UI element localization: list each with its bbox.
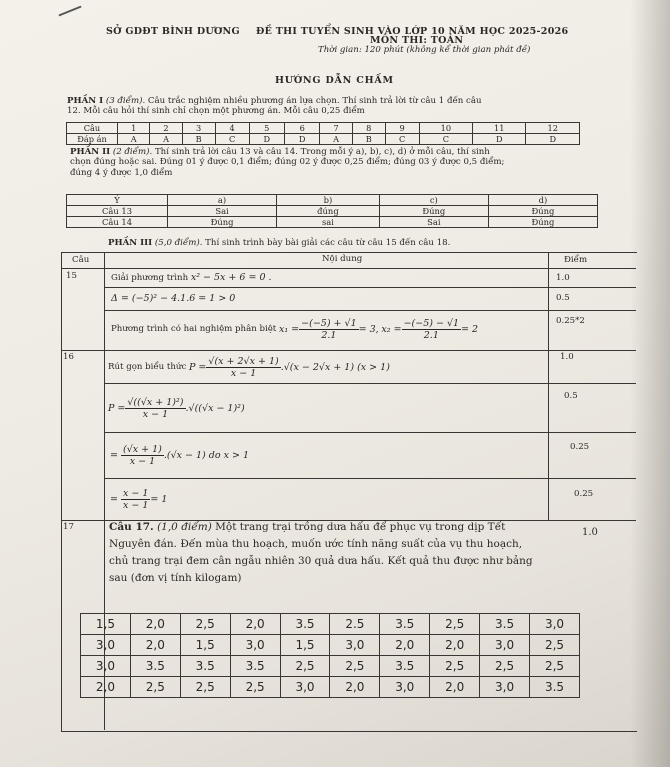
q16-step1-tail: .√((√x − 1)²) bbox=[185, 402, 245, 414]
col-a: a) bbox=[168, 195, 277, 206]
q15-delta-score: 0.5 bbox=[556, 293, 570, 303]
a-cell: D bbox=[285, 134, 320, 145]
row-divider bbox=[104, 432, 636, 433]
weight-cell: 3.5 bbox=[380, 614, 430, 635]
q15-number: 15 bbox=[66, 271, 77, 281]
col-b: b) bbox=[277, 195, 380, 206]
a-cell: B bbox=[352, 134, 385, 145]
weight-cell: 2,0 bbox=[130, 614, 180, 635]
weight-cell: 2,5 bbox=[480, 656, 530, 677]
weight-cell: 2,0 bbox=[81, 677, 131, 698]
cell: Đúng bbox=[379, 206, 488, 217]
x2-lhs: x₂ = bbox=[381, 323, 402, 335]
q-cell: 5 bbox=[249, 123, 284, 134]
row-divider bbox=[104, 478, 636, 479]
q-cell: 4 bbox=[215, 123, 249, 134]
table-row bbox=[67, 123, 580, 134]
a-cell: B bbox=[182, 134, 215, 145]
row-divider bbox=[104, 287, 636, 288]
weight-cell: 2.5 bbox=[330, 614, 380, 635]
weight-cell: 2,5 bbox=[330, 656, 380, 677]
weight-cell: 2,5 bbox=[530, 656, 580, 677]
cell: sai bbox=[277, 217, 380, 228]
weight-cell: 3.5 bbox=[380, 656, 430, 677]
part2-line1 bbox=[70, 147, 490, 157]
q16-step3-tail: = 1 bbox=[150, 493, 168, 505]
weights-table bbox=[80, 613, 580, 698]
a-cell: D bbox=[249, 134, 284, 145]
q-cell: 7 bbox=[320, 123, 352, 134]
weight-cell: 2,5 bbox=[130, 677, 180, 698]
guide-title: HƯỚNG DẪN CHẤM bbox=[275, 75, 394, 86]
x1-rhs: = 3, bbox=[358, 323, 379, 335]
x2-fraction bbox=[402, 318, 461, 341]
part2-points: (2 điểm). bbox=[112, 147, 153, 157]
part2-text2: chọn đúng hoặc sai. Đúng 01 ý được 0,1 điểm; đúng 02 ý được 0,25 điểm; đúng 03 ý được 0,5 điểm; bbox=[70, 157, 505, 167]
q16-step2-fraction bbox=[121, 444, 164, 467]
q16-score: 1.0 bbox=[560, 352, 574, 362]
part3-points: (5,0 điểm). bbox=[154, 238, 203, 248]
q16-step2-tail: .(√x − 1) do x > 1 bbox=[163, 449, 249, 461]
exam-title: ĐỀ THI TUYỂN SINH VÀO LỚP 10 NĂM HỌC 2025-2026 bbox=[256, 26, 569, 37]
x1-numerator: −(−5) + √1 bbox=[301, 317, 357, 329]
col-d: d) bbox=[488, 195, 597, 206]
q16-numerator: √(x + 2√x + 1) bbox=[208, 355, 279, 367]
a-cell: A bbox=[150, 134, 182, 145]
table-row bbox=[67, 217, 598, 228]
a-cell: D bbox=[526, 134, 580, 145]
q16-fraction bbox=[206, 356, 280, 379]
q15-roots-score: 0.25*2 bbox=[556, 316, 585, 326]
weight-cell: 3.5 bbox=[280, 614, 330, 635]
cell: Đúng bbox=[488, 206, 597, 217]
q-cell: 8 bbox=[352, 123, 385, 134]
q-cell: 12 bbox=[526, 123, 580, 134]
a-cell: C bbox=[215, 134, 249, 145]
row-divider bbox=[104, 383, 636, 384]
part2-text1: Thí sinh trả lời câu 13 và câu 14. Trong mỗi ý a), b), c), d) ở mỗi câu, thí sinh bbox=[154, 147, 490, 157]
q16-step3-fraction bbox=[121, 488, 150, 511]
weight-cell: 3,0 bbox=[330, 635, 380, 656]
q16-number: 16 bbox=[63, 352, 74, 362]
weight-cell: 2,5 bbox=[230, 677, 280, 698]
cell: đúng bbox=[277, 206, 380, 217]
department-name: SỞ GDĐT BÌNH DƯƠNG bbox=[106, 26, 240, 37]
q17-text4: sau (đơn vị tính kilogam) bbox=[109, 572, 242, 584]
q16-step1-numerator: √((√x + 1)²) bbox=[127, 396, 184, 408]
weight-cell: 1,5 bbox=[280, 635, 330, 656]
weight-cell: 3,0 bbox=[230, 635, 280, 656]
a-cell: A bbox=[320, 134, 352, 145]
q15-delta: Δ = (−5)² − 4.1.6 = 1 > 0 bbox=[111, 293, 236, 304]
table-row bbox=[81, 656, 580, 677]
weight-cell: 2,0 bbox=[330, 677, 380, 698]
row-q-label: Câu bbox=[67, 123, 118, 134]
part3-heading: PHẦN III bbox=[108, 238, 153, 248]
table-row bbox=[81, 677, 580, 698]
q15-score: 1.0 bbox=[556, 273, 570, 283]
q-cell: 1 bbox=[118, 123, 150, 134]
part1-text2: 12. Mỗi câu hỏi thí sinh chỉ chọn một phương án. Mỗi câu 0,25 điểm bbox=[67, 106, 365, 116]
q17-text2: Nguyên đán. Đến mùa thu hoạch, muốn ước tính năng suất của vụ thu hoạch, bbox=[109, 538, 523, 550]
q16-step2-denominator: x − 1 bbox=[129, 455, 156, 467]
q17-text1: Một trang trại trồng dưa hấu để phục vụ trong dịp Tết bbox=[215, 521, 506, 533]
q-cell: 11 bbox=[473, 123, 526, 134]
q16-step1-denominator: x − 1 bbox=[142, 408, 169, 420]
weight-cell: 3,0 bbox=[81, 656, 131, 677]
q16-step1-score: 0.5 bbox=[564, 391, 578, 401]
col-y: Ý bbox=[67, 195, 168, 206]
q16-denominator: x − 1 bbox=[230, 367, 257, 379]
q-cell: 6 bbox=[285, 123, 320, 134]
x2-rhs: = 2 bbox=[461, 323, 479, 335]
weight-cell: 2,5 bbox=[430, 656, 480, 677]
part2-answer-table bbox=[66, 194, 598, 228]
cell: Sai bbox=[379, 217, 488, 228]
pen-mark bbox=[58, 6, 81, 17]
table-row bbox=[67, 195, 598, 206]
weight-cell: 2,0 bbox=[230, 614, 280, 635]
q15-equation: x² − 5x + 6 = 0 . bbox=[190, 272, 272, 283]
q16-text: Rút gọn biểu thức bbox=[108, 362, 187, 372]
q16-statement bbox=[108, 352, 390, 382]
weight-cell: 2,0 bbox=[130, 635, 180, 656]
q16-tail: .√(x − 2√x + 1) (x > 1) bbox=[280, 361, 390, 373]
col-c: c) bbox=[379, 195, 488, 206]
q17-text3: chủ trang trại đem cân ngẫu nhiên 30 quả dưa hấu. Kết quả thu được như bảng bbox=[109, 555, 533, 567]
weight-cell: 3,0 bbox=[530, 614, 580, 635]
q16-step1 bbox=[108, 390, 245, 426]
weight-cell: 1,5 bbox=[180, 635, 230, 656]
q16-step2-numerator: (√x + 1) bbox=[122, 443, 162, 455]
q17-points: (1,0 điểm) bbox=[157, 521, 212, 533]
weight-cell: 3,0 bbox=[280, 677, 330, 698]
equals-sign: = bbox=[110, 449, 121, 461]
weight-cell: 2,5 bbox=[280, 656, 330, 677]
q17-head: Câu 17. bbox=[109, 521, 154, 533]
col-divider bbox=[548, 252, 549, 520]
col-content: Nội dung bbox=[322, 254, 363, 264]
row-divider bbox=[61, 268, 636, 269]
q16-step3-denominator: x − 1 bbox=[122, 499, 149, 511]
q15-statement bbox=[111, 272, 272, 283]
part1-points: (3 điểm). bbox=[105, 96, 146, 106]
weight-cell: 3,0 bbox=[380, 677, 430, 698]
q-cell: 9 bbox=[385, 123, 419, 134]
part1-text1: Câu trắc nghiệm nhiều phương án lựa chọn. Thí sinh trả lời từ câu 1 đến câu bbox=[147, 96, 482, 106]
q-cell: 2 bbox=[150, 123, 182, 134]
weight-cell: 3.5 bbox=[130, 656, 180, 677]
row-label: Câu 14 bbox=[67, 217, 168, 228]
weight-cell: 2,0 bbox=[430, 677, 480, 698]
weight-cell: 3.5 bbox=[180, 656, 230, 677]
part3-line bbox=[108, 238, 450, 248]
a-cell: C bbox=[419, 134, 472, 145]
weight-cell: 2,0 bbox=[430, 635, 480, 656]
q15-roots bbox=[111, 314, 478, 344]
weight-cell: 2,5 bbox=[180, 677, 230, 698]
q16-step2-score: 0.25 bbox=[570, 442, 590, 452]
weight-cell: 3.5 bbox=[530, 677, 580, 698]
q16-step1-fraction bbox=[125, 397, 185, 420]
q15-text: Giải phương trình bbox=[111, 273, 189, 283]
part2-text3: đúng 4 ý được 1,0 điểm bbox=[70, 168, 173, 178]
q-cell: 3 bbox=[182, 123, 215, 134]
q15-roots-text: Phương trình có hai nghiệm phân biệt bbox=[111, 324, 277, 334]
a-cell: C bbox=[385, 134, 419, 145]
part1-line1 bbox=[67, 96, 482, 106]
part1-heading: PHẦN I bbox=[67, 96, 104, 106]
row-a-label: Đáp án bbox=[67, 134, 118, 145]
x2-denominator: 2.1 bbox=[423, 329, 439, 341]
exam-time: Thời gian: 120 phút (không kể thời gian phát đề) bbox=[318, 45, 531, 55]
q16-step2 bbox=[110, 438, 249, 472]
part2-heading: PHẦN II bbox=[70, 147, 111, 157]
equals-sign: = bbox=[110, 493, 121, 505]
a-cell: A bbox=[118, 134, 150, 145]
q16-p: P = bbox=[189, 361, 207, 373]
part3-text: Thí sinh trình bày bài giải các câu từ câu 15 đến câu 18. bbox=[205, 238, 451, 248]
weight-cell: 1,5 bbox=[81, 614, 131, 635]
weight-cell: 2,5 bbox=[430, 614, 480, 635]
row-divider bbox=[61, 350, 636, 351]
part1-answer-table bbox=[66, 122, 580, 145]
weight-cell: 3,0 bbox=[480, 677, 530, 698]
q17-number: 17 bbox=[63, 522, 74, 532]
q16-step1-p: P = bbox=[108, 402, 126, 414]
q16-step3-numerator: x − 1 bbox=[122, 487, 149, 499]
col-cau: Câu bbox=[72, 255, 90, 265]
x1-fraction bbox=[299, 318, 358, 341]
q17-score: 1.0 bbox=[582, 527, 598, 538]
weight-cell: 2,0 bbox=[380, 635, 430, 656]
a-cell: D bbox=[473, 134, 526, 145]
x1-denominator: 2.1 bbox=[321, 329, 337, 341]
subject: MÔN THI: TOÁN bbox=[370, 35, 464, 46]
col-score: Điểm bbox=[564, 255, 588, 265]
q17-line1 bbox=[109, 521, 505, 533]
cell: Đúng bbox=[488, 217, 597, 228]
weight-cell: 3.5 bbox=[480, 614, 530, 635]
q16-step3-score: 0.25 bbox=[574, 489, 594, 499]
cell: Sai bbox=[168, 206, 277, 217]
weight-cell: 3,0 bbox=[81, 635, 131, 656]
row-label: Câu 13 bbox=[67, 206, 168, 217]
weight-cell: 3,0 bbox=[480, 635, 530, 656]
table-row bbox=[67, 134, 580, 145]
x2-numerator: −(−5) − √1 bbox=[403, 317, 460, 329]
cell: Đúng bbox=[168, 217, 277, 228]
q-cell: 10 bbox=[419, 123, 472, 134]
row-divider bbox=[104, 310, 636, 311]
table-row bbox=[81, 614, 580, 635]
table-row bbox=[81, 635, 580, 656]
q16-step3 bbox=[110, 483, 167, 515]
table-row bbox=[67, 206, 598, 217]
weight-cell: 2,5 bbox=[180, 614, 230, 635]
weight-cell: 3.5 bbox=[230, 656, 280, 677]
weight-cell: 2,5 bbox=[530, 635, 580, 656]
x1-lhs: x₁ = bbox=[279, 323, 300, 335]
